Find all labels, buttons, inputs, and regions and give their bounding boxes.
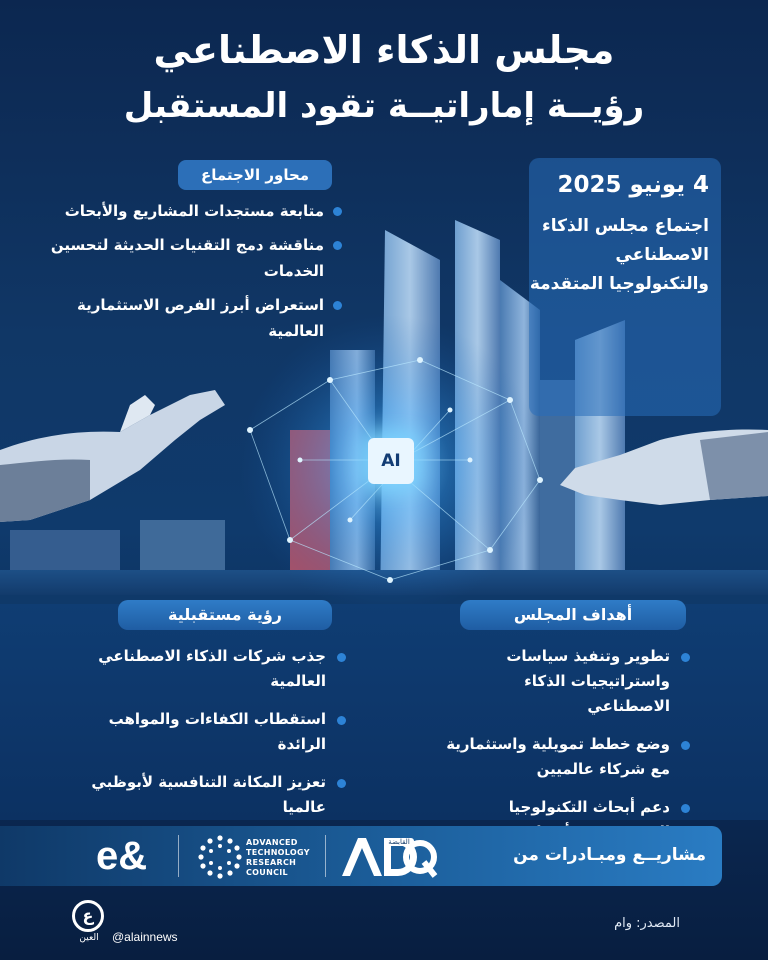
list-item: متابعة مستجدات المشاريع والأبحاث (20, 198, 342, 224)
eand-logo: e& (96, 834, 148, 878)
ai-chip-label: AI (381, 451, 401, 471)
partners-label: مشاريــع ومبـادرات من (513, 845, 706, 865)
atrc-dots-icon (198, 835, 242, 879)
bullet-dot (333, 207, 342, 216)
adq-tag: القابضة (384, 838, 414, 846)
list-item: جذب شركات الذكاء الاصطناعي العالمية (80, 644, 346, 694)
bullet-dot (333, 241, 342, 250)
bullet-dot (337, 716, 346, 725)
vision-label: رؤية مستقبلية (118, 600, 332, 630)
alain-logo-mark: ع (72, 900, 104, 932)
robot-hand-left (0, 390, 225, 522)
list-item: تطوير وتنفيذ سياسات واستراتيجيات الذكاء الاصطناعي (440, 644, 690, 719)
bullet-dot (337, 653, 346, 662)
ai-chip (368, 438, 414, 484)
bullet-dot (681, 741, 690, 750)
list-item: تعزيز المكانة التنافسية لأبوظبي عالميا (80, 770, 346, 820)
axes-list (20, 198, 342, 352)
page-title: مجلس الذكاء الاصطناعي (153, 28, 615, 72)
list-item: دعم أبحاث التكنولوجيا (440, 795, 690, 845)
bullet-dot (333, 301, 342, 310)
alain-logo (72, 900, 106, 944)
social-handle: @alainnews (112, 930, 178, 944)
goals-label: أهداف المجلس (460, 600, 686, 630)
source-credit: المصدر: وام (614, 916, 680, 931)
list-item: وضع خطط تمويلية واستثمارية مع شركاء عالميين (440, 732, 690, 782)
bullet-dot (681, 653, 690, 662)
adq-logo (338, 832, 438, 880)
alain-logo-text: العين (79, 933, 99, 943)
event-description: اجتماع مجلس الذكاء الاصطناعي والتكنولوجيا المتقدمة (529, 216, 709, 294)
axes-label: محاور الاجتماع (178, 160, 332, 190)
event-date: 4 يونيو 2025 (557, 172, 709, 198)
bullet-dot (337, 779, 346, 788)
list-item: مناقشة دمج التقنيات الحديثة لتحسين الخدمات (20, 232, 342, 284)
partner-divider (178, 835, 179, 877)
atrc-wordmark: ADVANCED TECHNOLOGY RESEARCH COUNCIL (246, 838, 310, 877)
page-subtitle: رؤيــة إماراتيــة تقود المستقبل (123, 86, 645, 126)
bullet-dot (681, 804, 690, 813)
list-item: استعراض أبرز الفرص الاستثمارية العالمية (20, 292, 342, 344)
vision-list (80, 644, 346, 833)
list-item: استقطاب الكفاءات والمواهب الرائدة (80, 707, 346, 757)
